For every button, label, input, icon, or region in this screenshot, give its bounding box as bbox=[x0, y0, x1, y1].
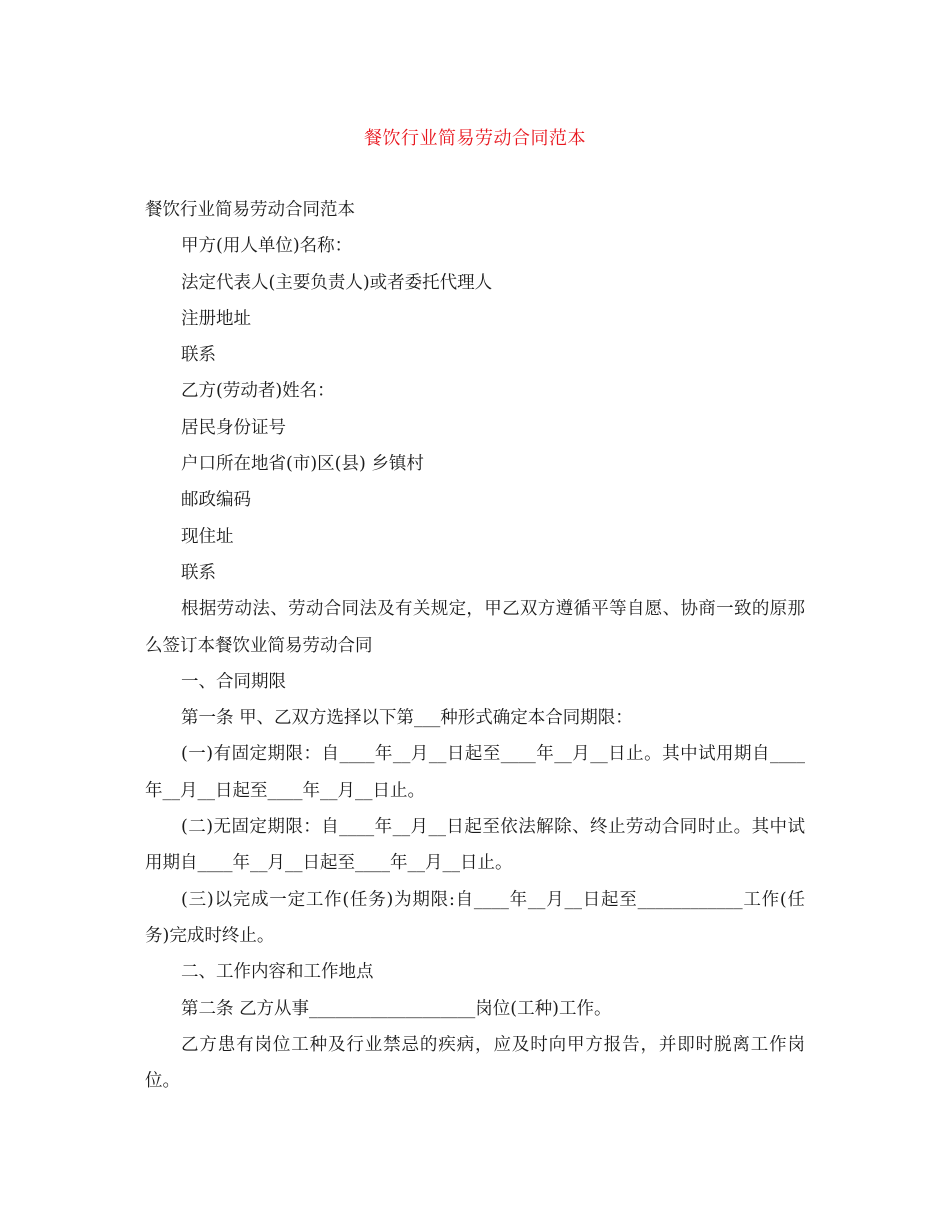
paragraph-task-term: (三)以完成一定工作(任务)为期限:自____年__月__日起至____________工作(任务)完成时终止。 bbox=[145, 889, 805, 946]
paragraph-fixed-term: (一)有固定期限：自____年__月__日起至____年__月__日止。其中试用期自____年__月__日起至____年__月__日止。 bbox=[145, 744, 805, 801]
paragraph-legal-representative: 法定代表人(主要负责人)或者委托代理人 bbox=[181, 272, 493, 293]
paragraph-id-number: 居民身份证号 bbox=[181, 417, 286, 438]
paragraph-party-a-contact: 联系 bbox=[181, 345, 216, 366]
paragraph-party-a-name: 甲方(用人单位)名称： bbox=[181, 236, 353, 257]
paragraph-open-term: (二)无固定期限：自____年__月__日起至依法解除、终止劳动合同时止。其中试用期自____年__月__日起至____年__月__日止。 bbox=[145, 817, 805, 874]
section-heading-work-content: 二、工作内容和工作地点 bbox=[181, 962, 374, 983]
paragraph-current-address: 现住址 bbox=[181, 526, 234, 547]
paragraph-disease-report: 乙方患有岗位工种及行业禁忌的疾病，应及时向甲方报告，并即时脱离工作岗位。 bbox=[145, 1034, 805, 1092]
paragraph-article-1: 第一条 甲、乙双方选择以下第___种形式确定本合同期限： bbox=[181, 708, 633, 729]
paragraph-preamble: 根据劳动法、劳动合同法及有关规定，甲乙双方遵循平等自愿、协商一致的原那么签订本餐饮业简易劳动合同 bbox=[145, 599, 805, 656]
paragraph-postal-code: 邮政编码 bbox=[181, 490, 251, 511]
paragraph-article-2: 第二条 乙方从事___________________岗位(工种)工作。 bbox=[181, 998, 612, 1019]
paragraph-registered-address: 注册地址 bbox=[181, 308, 251, 329]
paragraph-party-b-contact: 联系 bbox=[181, 562, 216, 583]
paragraph-household-registration: 户口所在地省(市)区(县) 乡镇村 bbox=[181, 454, 424, 475]
document-title: 餐饮行业简易劳动合同范本 bbox=[364, 128, 586, 149]
document-body bbox=[145, 192, 805, 1099]
paragraph-heading: 餐饮行业简易劳动合同范本 bbox=[145, 200, 355, 220]
section-heading-contract-term: 一、合同期限 bbox=[181, 671, 286, 692]
paragraph-party-b-name: 乙方(劳动者)姓名： bbox=[181, 381, 335, 402]
